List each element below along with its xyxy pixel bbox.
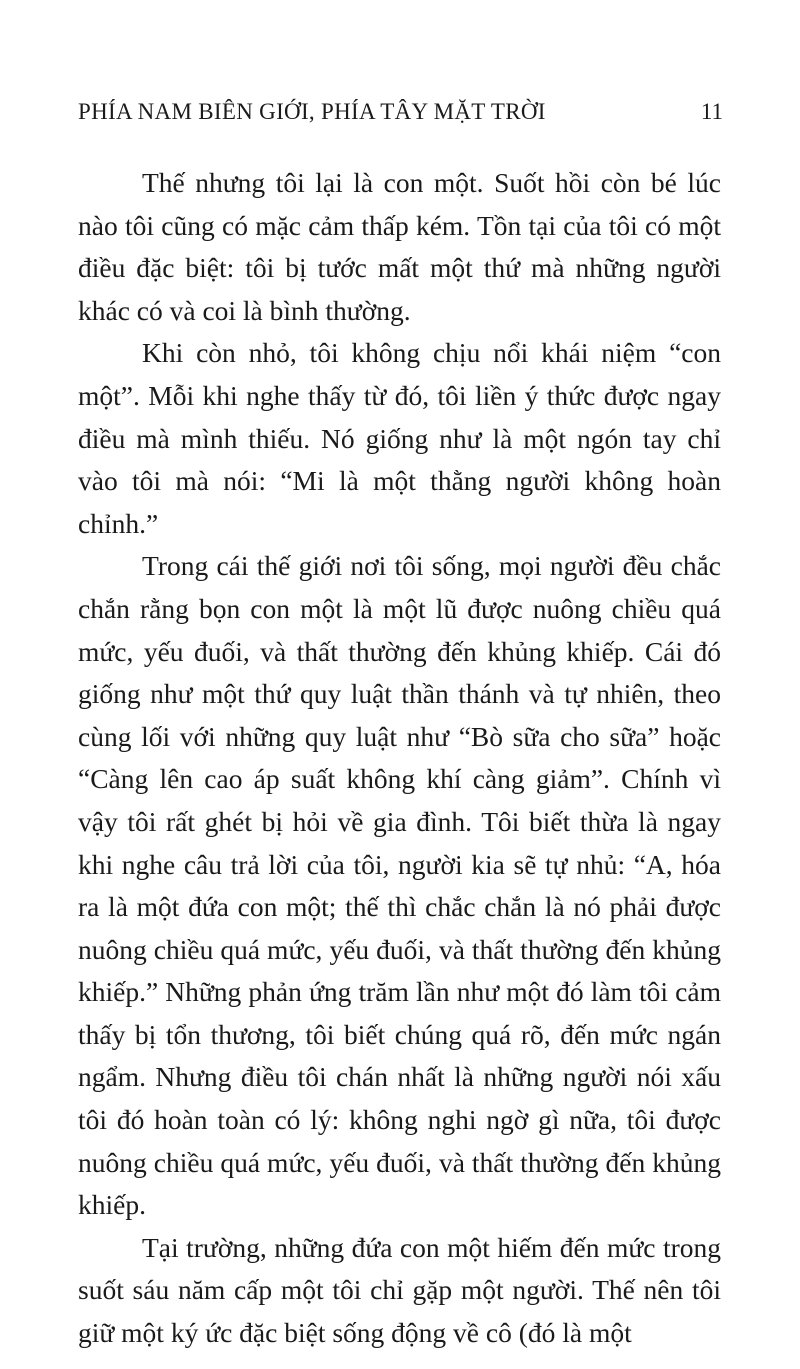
book-title: PHÍA NAM BIÊN GIỚI, PHÍA TÂY MẶT TRỜI <box>78 99 546 124</box>
paragraph: Khi còn nhỏ, tôi không chịu nổi khái niệm “con một”. Mỗi khi nghe thấy từ đó, tôi liền ý thức được ngay điều mà mình thiếu. Nó giống như là một ngón tay chỉ vào tôi mà nói: “Mi là một thằng người không hoàn chỉnh.” <box>78 337 721 539</box>
paragraph: Tại trường, những đứa con một hiếm đến mức trong suốt sáu năm cấp một tôi chỉ gặp một người. Thế nên tôi giữ một ký ức đặc biệt sống động về cô (đó là một <box>78 1231 721 1349</box>
running-header <box>78 92 723 132</box>
paragraph: Thế nhưng tôi lại là con một. Suốt hồi còn bé lúc nào tôi cũng có mặc cảm thấp kém. Tồn tại của tôi có một điều đặc biệt: tôi bị tước mất một thứ mà những người khác có và coi là bình thường. <box>78 167 721 326</box>
page-number: 11 <box>700 99 723 124</box>
paragraph: Trong cái thế giới nơi tôi sống, mọi người đều chắc chắn rằng bọn con một là một lũ được nuông chiều quá mức, yếu đuối, và thất thường đến khủng khiếp. Cái đó giống như một thứ quy luật thần thánh và tự nhiên, theo cùng lối với những quy luật như “Bò sữa cho sữa” hoặc “Càng lên cao áp suất không khí càng giảm”. Chính vì vậy tôi rất ghét bị hỏi về gia đình. Tôi biết thừa là ngay khi nghe câu trả lời của tôi, người kia sẽ tự nhủ: “A, hóa ra là một đứa con một; thế thì chắc chắn là nó phải được nuông chiều quá mức, yếu đuối, và thất thường đến khủng khiếp.” Những phản ứng trăm lần như một đó làm tôi cảm thấy bị tổn thương, tôi biết chúng quá rõ, đến mức ngán ngẩm. Nhưng điều tôi chán nhất là những người nói xấu tôi đó hoàn toàn có lý: không nghi ngờ gì nữa, tôi được nuông chiều quá mức, yếu đuối, và thất thường đến khủng khiếp. <box>78 550 721 1221</box>
body-text <box>78 162 721 1355</box>
